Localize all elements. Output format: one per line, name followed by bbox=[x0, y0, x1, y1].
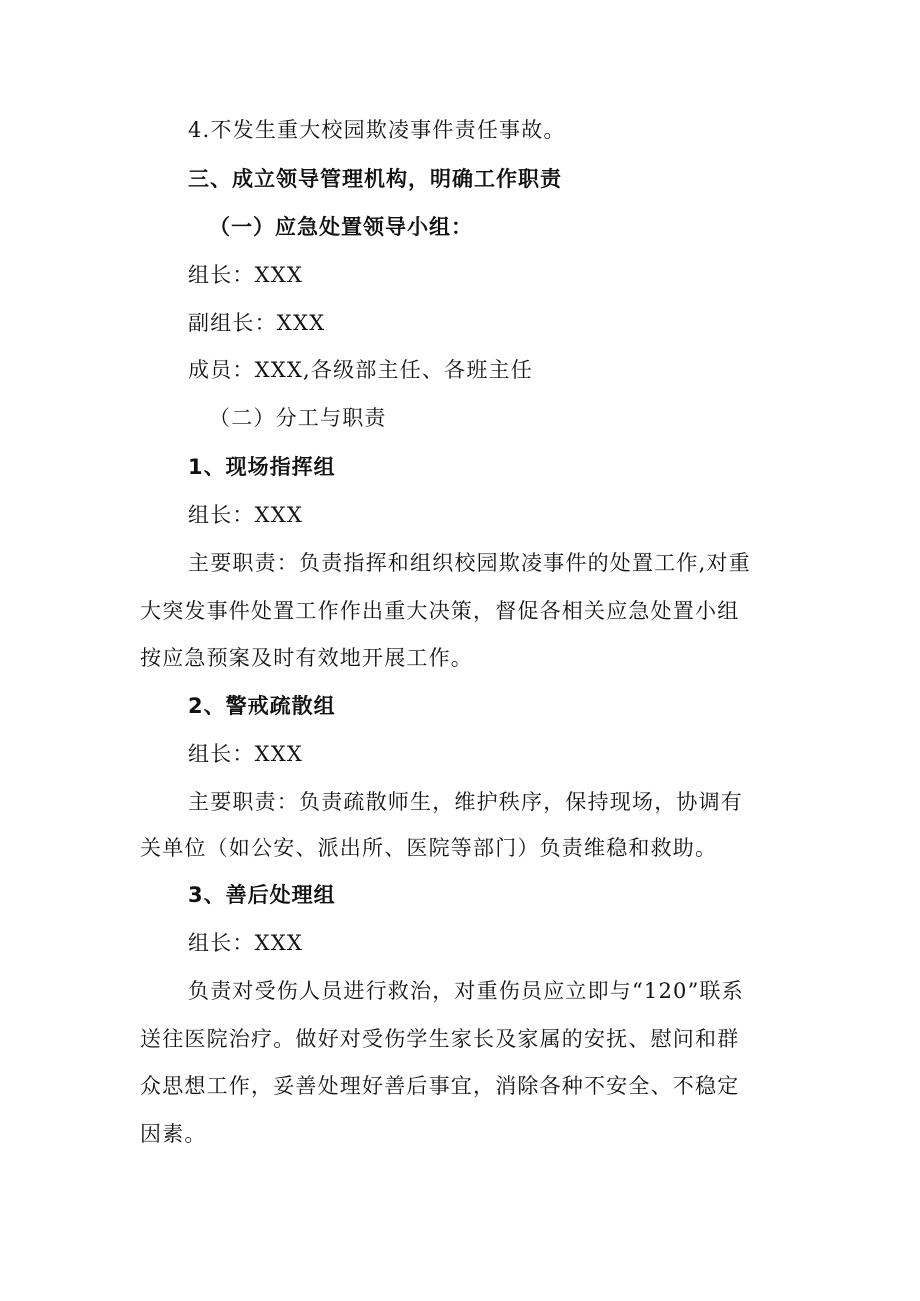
item-4-text: 4.不发生重大校园欺凌事件责任事故。 bbox=[188, 118, 566, 142]
group-3-duty-line-4: 因素。 bbox=[140, 1122, 207, 1146]
group-3-duty-line-1: 负责对受伤人员进行救治，对重伤员应立即与“120”联系 bbox=[188, 979, 744, 1003]
group-3-duty-line-2: 送往医院治疗。做好对受伤学生家长及家属的安抚、慰问和群 bbox=[140, 1027, 740, 1051]
subsection-1-heading: （一）应急处置领导小组： bbox=[209, 215, 473, 239]
group-3-duty-line-3: 众思想工作，妥善处理好善后事宜，消除各种不安全、不稳定 bbox=[140, 1074, 740, 1098]
group-1-title: 1、现场指挥组 bbox=[188, 455, 336, 479]
group-2-duty-line-2: 关单位（如公安、派出所、医院等部门）负责维稳和救助。 bbox=[140, 836, 718, 860]
members-line: 成员：XXX,各级部主任、各班主任 bbox=[188, 358, 533, 382]
group-1-leader: 组长：XXX bbox=[188, 503, 304, 527]
group-1-duty-line-1: 主要职责：负责指挥和组织校园欺凌事件的处置工作,对重 bbox=[188, 551, 751, 575]
leader-line: 组长：XXX bbox=[188, 263, 304, 287]
subsection-2-heading: （二）分工与职责 bbox=[209, 406, 387, 430]
group-2-duty-line-1: 主要职责：负责疏散师生，维护秩序，保持现场，协调有 bbox=[188, 790, 743, 814]
group-1-duty-line-3: 按应急预案及时有效地开展工作。 bbox=[140, 646, 473, 670]
group-2-title: 2、警戒疏散组 bbox=[188, 694, 336, 718]
group-3-title: 3、善后处理组 bbox=[188, 883, 336, 907]
group-3-leader: 组长：XXX bbox=[188, 931, 304, 955]
deputy-leader-line: 副组长：XXX bbox=[188, 311, 326, 335]
group-1-duty-line-2: 大突发事件处置工作作出重大决策，督促各相关应急处置小组 bbox=[140, 599, 740, 623]
section-3-heading: 三、成立领导管理机构，明确工作职责 bbox=[188, 167, 562, 191]
group-2-leader: 组长：XXX bbox=[188, 742, 304, 766]
